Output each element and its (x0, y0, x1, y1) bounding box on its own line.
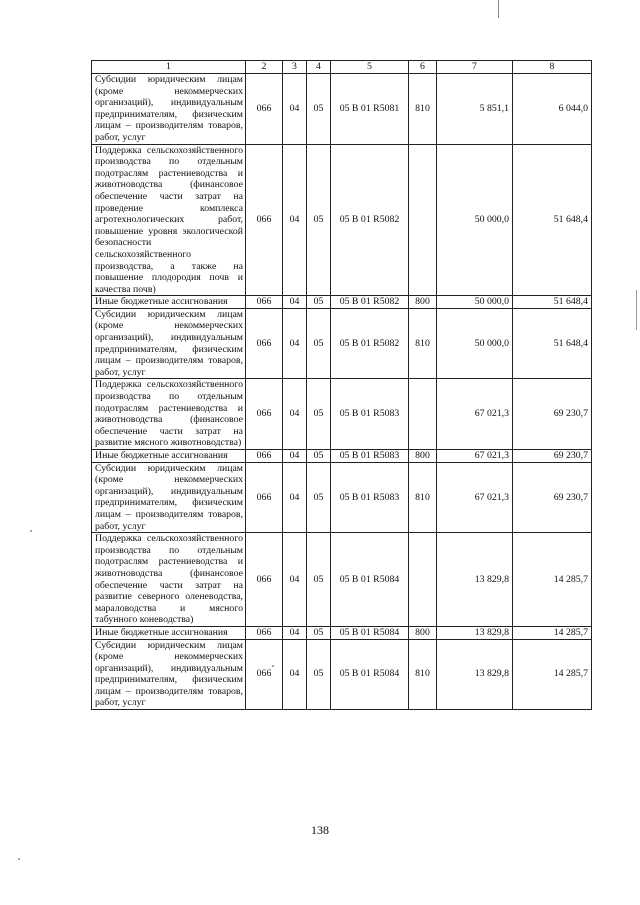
row-description: Субсидии юридическим лицам (кроме некоммерческих организаций), индивидуальным предпринимателям, физическим лицам – производителям товаров, работ, услуг (92, 74, 246, 145)
row-amount-year-1: 13 829,8 (437, 533, 513, 627)
row-subsection-code: 05 (307, 144, 331, 296)
row-amount-year-2: 51 648,4 (513, 308, 592, 379)
row-ministry-code: 066 (246, 639, 283, 710)
table-body (92, 74, 592, 710)
row-ministry-code: 066 (246, 533, 283, 627)
table-row (92, 308, 592, 379)
row-amount-year-1: 67 021,3 (437, 450, 513, 463)
row-amount-year-1: 67 021,3 (437, 379, 513, 450)
row-subsection-code: 05 (307, 74, 331, 145)
row-description: Поддержка сельскохозяйственного производства по отдельным подотраслям растениеводства и животноводства (финансовое обеспечение части затрат на проведение комплекса агротехнологических работ, повышение уровня экологической безопасности сельскохозяйственного производства, а также на повышение плодородия почв и качества почв) (92, 144, 246, 296)
row-expense-type: 810 (409, 639, 437, 710)
row-subsection-code: 05 (307, 308, 331, 379)
scan-edge-mark (636, 290, 637, 330)
row-target-article: 05 В 01 R5082 (331, 296, 409, 309)
row-ministry-code: 066 (246, 74, 283, 145)
row-description: Субсидии юридическим лицам (кроме некоммерческих организаций), индивидуальным предпринимателям, физическим лицам – производителям товаров, работ, услуг (92, 308, 246, 379)
row-subsection-code: 05 (307, 450, 331, 463)
row-description: Субсидии юридическим лицам (кроме некоммерческих организаций), индивидуальным предпринимателям, физическим лицам – производителям товаров, работ, услуг (92, 462, 246, 533)
row-section-code: 04 (283, 379, 307, 450)
row-expense-type: 800 (409, 626, 437, 639)
row-amount-year-2: 69 230,7 (513, 450, 592, 463)
row-amount-year-2: 14 285,7 (513, 626, 592, 639)
row-amount-year-1: 5 851,1 (437, 74, 513, 145)
row-section-code: 04 (283, 639, 307, 710)
row-target-article: 05 В 01 R5083 (331, 379, 409, 450)
row-target-article: 05 В 01 R5082 (331, 308, 409, 379)
scan-edge-line (498, 0, 499, 18)
row-subsection-code: 05 (307, 462, 331, 533)
row-amount-year-1: 67 021,3 (437, 462, 513, 533)
table-row (92, 462, 592, 533)
row-amount-year-1: 50 000,0 (437, 296, 513, 309)
row-target-article: 05 В 01 R5084 (331, 626, 409, 639)
row-description: Поддержка сельскохозяйственного производства по отдельным подотраслям растениеводства и животноводства (финансовое обеспечение части затрат на развитие северного оленеводства, мараловодства и мясного табунного коневодства) (92, 533, 246, 627)
row-section-code: 04 (283, 462, 307, 533)
column-header: 6 (409, 61, 437, 74)
row-ministry-code: 066 (246, 379, 283, 450)
row-section-code: 04 (283, 450, 307, 463)
column-header: 4 (307, 61, 331, 74)
row-amount-year-2: 14 285,7 (513, 639, 592, 710)
row-amount-year-2: 69 230,7 (513, 379, 592, 450)
scan-speck (18, 858, 20, 860)
row-amount-year-1: 13 829,8 (437, 626, 513, 639)
row-target-article: 05 В 01 R5081 (331, 74, 409, 145)
budget-table (91, 60, 592, 710)
row-ministry-code: 066 (246, 450, 283, 463)
row-description: Иные бюджетные ассигнования (92, 296, 246, 309)
table-row (92, 450, 592, 463)
row-ministry-code: 066 (246, 296, 283, 309)
row-amount-year-2: 51 648,4 (513, 296, 592, 309)
row-target-article: 05 В 01 R5084 (331, 639, 409, 710)
row-section-code: 04 (283, 308, 307, 379)
column-header: 7 (437, 61, 513, 74)
row-section-code: 04 (283, 533, 307, 627)
row-ministry-code: 066 (246, 462, 283, 533)
row-section-code: 04 (283, 144, 307, 296)
table-header-row (92, 61, 592, 74)
row-ministry-code: 066 (246, 308, 283, 379)
row-expense-type (409, 144, 437, 296)
row-subsection-code: 05 (307, 639, 331, 710)
table-row (92, 144, 592, 296)
row-target-article: 05 В 01 R5082 (331, 144, 409, 296)
row-section-code: 04 (283, 296, 307, 309)
row-ministry-code: 066 (246, 626, 283, 639)
row-subsection-code: 05 (307, 533, 331, 627)
row-expense-type: 810 (409, 462, 437, 533)
row-subsection-code: 05 (307, 379, 331, 450)
row-expense-type: 800 (409, 296, 437, 309)
row-amount-year-1: 50 000,0 (437, 144, 513, 296)
table-row (92, 296, 592, 309)
row-expense-type: 800 (409, 450, 437, 463)
row-amount-year-1: 50 000,0 (437, 308, 513, 379)
row-section-code: 04 (283, 626, 307, 639)
column-header: 3 (283, 61, 307, 74)
row-subsection-code: 05 (307, 296, 331, 309)
table-row (92, 639, 592, 710)
row-amount-year-2: 69 230,7 (513, 462, 592, 533)
row-target-article: 05 В 01 R5083 (331, 450, 409, 463)
column-header: 2 (246, 61, 283, 74)
row-ministry-code: 066 (246, 144, 283, 296)
row-amount-year-2: 14 285,7 (513, 533, 592, 627)
table-row (92, 533, 592, 627)
row-description: Иные бюджетные ассигнования (92, 626, 246, 639)
row-amount-year-1: 13 829,8 (437, 639, 513, 710)
row-description: Иные бюджетные ассигнования (92, 450, 246, 463)
row-subsection-code: 05 (307, 626, 331, 639)
row-description: Поддержка сельскохозяйственного производства по отдельным подотраслям растениеводства и животноводства (финансовое обеспечение части затрат на развитие мясного животноводства) (92, 379, 246, 450)
column-header: 8 (513, 61, 592, 74)
row-expense-type: 810 (409, 308, 437, 379)
column-header: 5 (331, 61, 409, 74)
column-header: 1 (92, 61, 246, 74)
row-expense-type (409, 533, 437, 627)
table-row (92, 626, 592, 639)
row-expense-type: 810 (409, 74, 437, 145)
scan-speck (30, 530, 32, 532)
table-row (92, 74, 592, 145)
row-description: Субсидии юридическим лицам (кроме некоммерческих организаций), индивидуальным предпринимателям, физическим лицам – производителям товаров, работ, услуг (92, 639, 246, 710)
row-target-article: 05 В 01 R5084 (331, 533, 409, 627)
row-amount-year-2: 51 648,4 (513, 144, 592, 296)
table-row (92, 379, 592, 450)
row-section-code: 04 (283, 74, 307, 145)
row-target-article: 05 В 01 R5083 (331, 462, 409, 533)
row-expense-type (409, 379, 437, 450)
row-amount-year-2: 6 044,0 (513, 74, 592, 145)
page-number: 138 (311, 823, 329, 837)
